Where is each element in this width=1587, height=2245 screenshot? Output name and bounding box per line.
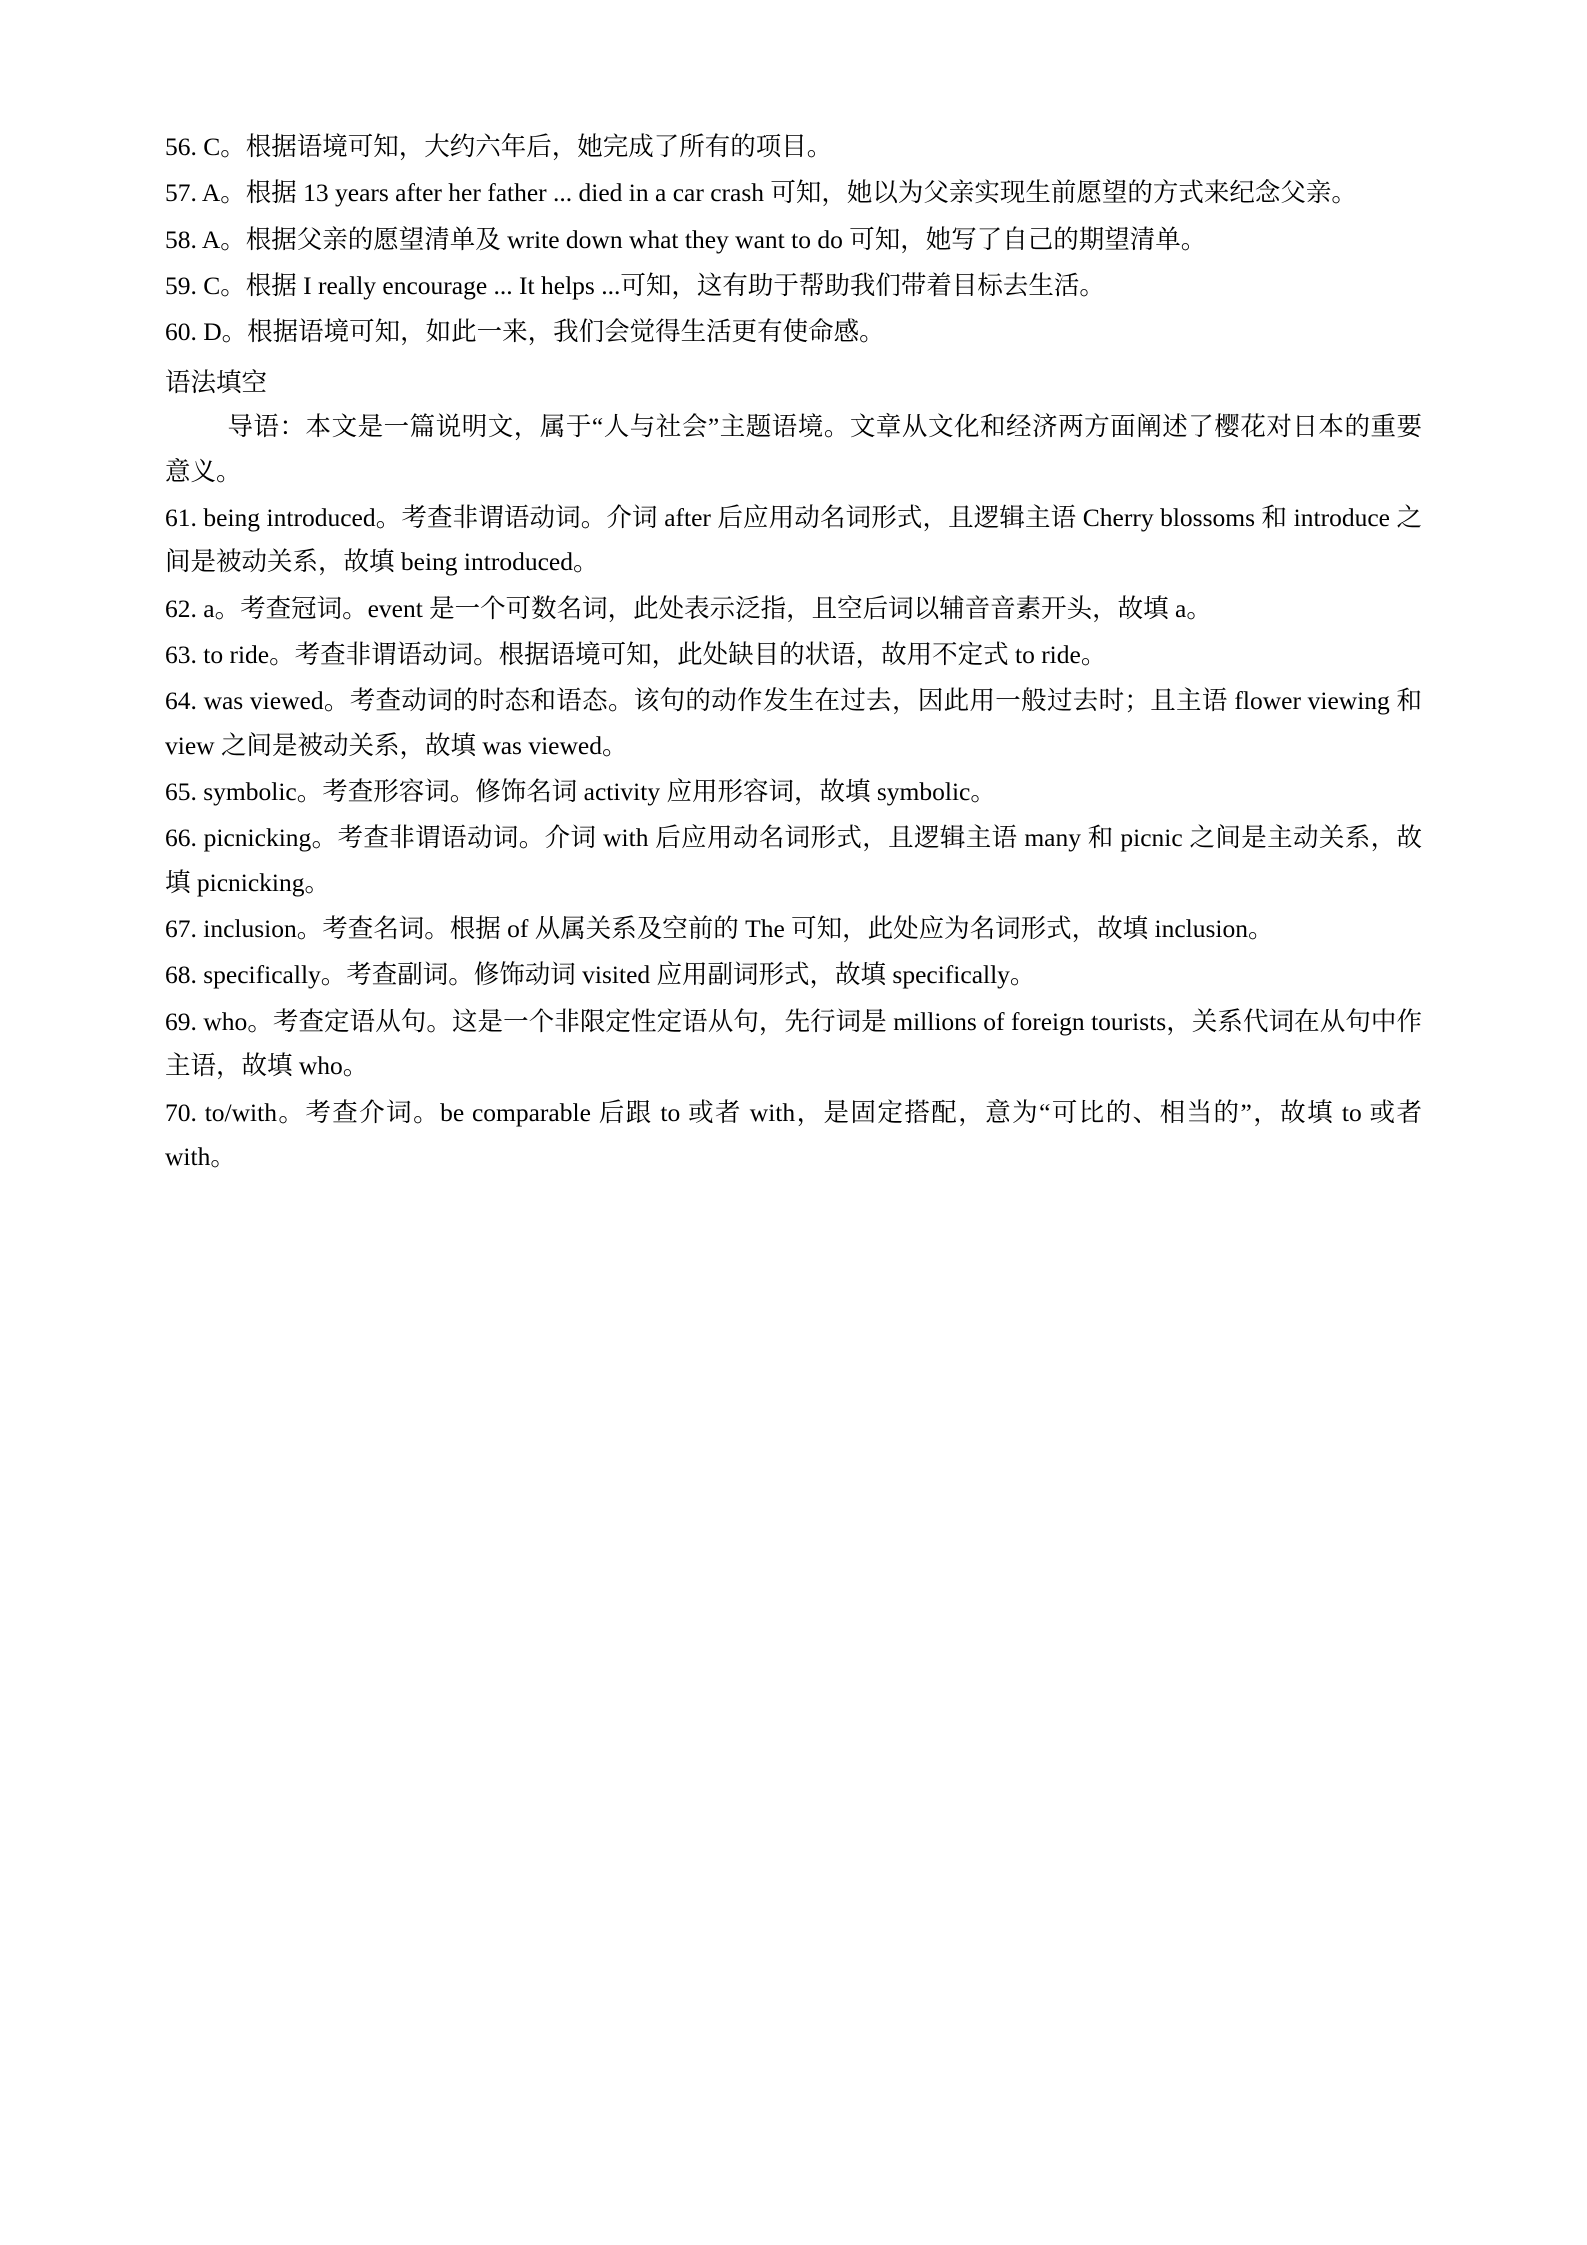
answer-item-66: 66. picnicking。考查非谓语动词。介词 with 后应用动名词形式，且逻辑主语 many 和 picnic 之间是主动关系，故填 picnicking。: [165, 823, 1422, 897]
answer-item-64: 64. was viewed。考查动词的时态和语态。该句的动作发生在过去，因此用一般过去时；且主语 flower viewing 和 view 之间是被动关系，故填 was viewed。: [165, 686, 1422, 760]
answer-item-59: 59. C。根据 I really encourage ... It helps ...可知，这有助于帮助我们带着目标去生活。: [165, 271, 1105, 301]
answer-item-58: 58. A。根据父亲的愿望清单及 write down what they want to do 可知，她写了自己的期望清单。: [165, 224, 1207, 254]
answer-item-68: 68. specifically。考查副词。修饰动词 visited 应用副词形式，故填 specifically。: [165, 960, 1036, 990]
answer-item-70: 70. to/with。考查介词。be comparable 后跟 to 或者 with，是固定搭配，意为“可比的、相当的”，故填 to 或者 with。: [165, 1097, 1422, 1171]
lead-in-paragraph: 导语：本文是一篇说明文，属于“人与社会”主题语境。文章从文化和经济两方面阐述了樱花对日本的重要意义。: [165, 412, 1422, 486]
answer-item-61: 61. being introduced。考查非谓语动词。介词 after 后应用动名词形式，且逻辑主语 Cherry blossoms 和 introduce 之间是被动关系，故填 being introduced。: [165, 502, 1422, 577]
section-heading-grammar-fill: 语法填空: [165, 367, 268, 397]
answer-item-69: 69. who。考查定语从句。这是一个非限定性定语从句，先行词是 millions of foreign tourists，关系代词在从句中作主语，故填 who。: [165, 1006, 1422, 1081]
answer-item-56: 56. C。根据语境可知，大约六年后，她完成了所有的项目。: [165, 132, 833, 161]
document-body: [165, 125, 1422, 1179]
answer-item-62: 62. a。考查冠词。event 是一个可数名词，此处表示泛指，且空后词以辅音音素开头，故填 a。: [165, 593, 1212, 623]
answer-item-67: 67. inclusion。考查名词。根据 of 从属关系及空前的 The 可知，此处应为名词形式，故填 inclusion。: [165, 914, 1274, 944]
answer-item-57: 57. A。根据 13 years after her father ... died in a car crash 可知，她以为父亲实现生前愿望的方式来纪念父亲。: [165, 178, 1357, 208]
answer-item-63: 63. to ride。考查非谓语动词。根据语境可知，此处缺目的状语，故用不定式 to ride。: [165, 639, 1107, 669]
answer-item-65: 65. symbolic。考查形容词。修饰名词 activity 应用形容词，故填 symbolic。: [165, 777, 996, 807]
answer-item-60: 60. D。根据语境可知，如此一来，我们会觉得生活更有使命感。: [165, 317, 885, 347]
